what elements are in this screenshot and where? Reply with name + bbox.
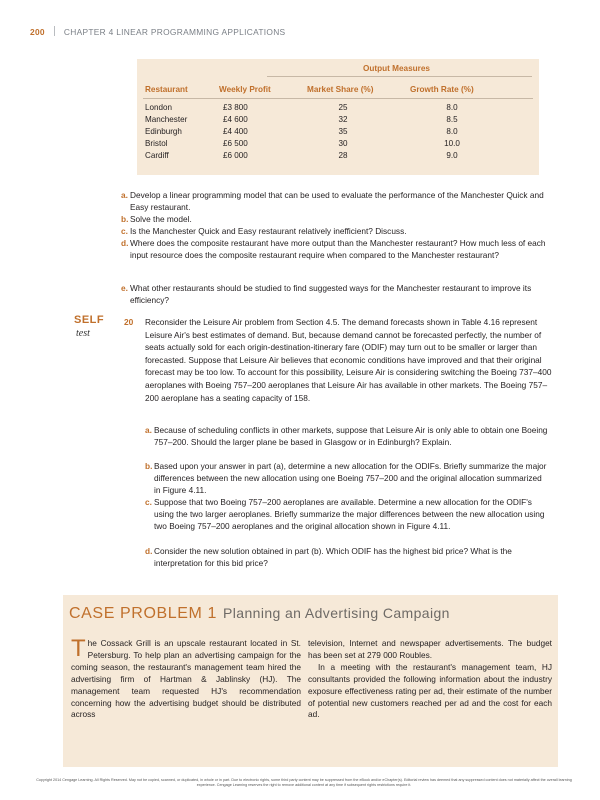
q20-part-c [145,497,550,532]
cell-market-share: 32 [338,115,348,124]
output-measures-header: Output Measures [363,64,430,73]
part-text: Suppose that two Boeing 757–200 aeroplanes are available. Determine a new allocation for the ODIF's using the two larger aeroplanes. Briefly summarize the major differences between the new allocation using two Boeing 757–200 aeroplanes and the original allocation shown in Figure 4.11. [154,497,545,531]
q19-part-b [121,214,548,226]
copyright-footer: Copyright 2014 Cengage Learning. All Rights Reserved. May not be copied, scanned, or duplicated, in whole or in part. Due to electronic rights, some third party content may be suppressed from the eBook and/or eChapter(s). Editorial review has deemed that any suppressed content does not materially affect the overall learning experience. Cengage Learning reserves the right to remove additional content at any time if subsequent rights restrictions require it. [36,778,572,787]
part-letter: d. [145,546,153,556]
q20-text: Reconsider the Leisure Air problem from Section 4.5. The demand forecasts shown in Table 4.16 represent Leisure Air's best estimates of demand. But, because demand cannot be forecasted perfectly, the number of seats actually sold for each origin-destination-itinerary fare (ODIF) may turn out to be smaller or larger than forecasted. Suppose that Leisure Air believes that economic conditions have improved and that their original forecast may be too low. To account for this possibility, Leisure Air is considering switching the Boeing 737–400 aeroplanes with Boeing 757–200 aeroplanes that Leisure Air has available in other markets. The Boeing 757–200 aeroplane has a seating capacity of 158. [145,317,552,403]
cell-market-share: 30 [338,139,348,148]
cell-growth-rate: 10.0 [444,139,460,148]
restaurant-table [137,59,539,175]
part-text: What other restaurants should be studied to find suggested ways for the Manchester restaurant to improve its efficiency? [130,283,532,305]
part-text: Develop a linear programming model that can be used to evaluate the performance of the Manchester Quick and Easy restaurant. [130,190,544,212]
case-subtitle: Planning an Advertising Campaign [223,605,450,621]
cell-market-share: 35 [338,127,348,136]
cell-growth-rate: 8.5 [446,115,458,124]
header-divider [54,26,55,36]
cell-restaurant: Manchester [145,115,188,124]
case-problem-box [63,595,558,767]
part-text: Is the Manchester Quick and Easy restaurant relatively inefficient? Discuss. [130,226,407,236]
case-label: CASE PROBLEM 1 [69,605,218,622]
cell-restaurant: Cardiff [145,151,169,160]
case-title [69,605,450,623]
q19-part-d [121,238,548,261]
part-letter: d. [121,238,129,248]
col-header-weekly-profit: Weekly Profit [219,85,271,94]
case-col1-text: he Cossack Grill is an upscale restaurant located in St. Petersburg. To help plan an advertising campaign for the coming season, the restaurant's management team hired the advertising firm of Hartman & Jablinsky (HJ). The management team requested HJ's recommendation concerning how the advertising budget should be distributed across [71,638,301,720]
case-col2-para: In a meeting with the restaurant's management team, HJ consultants provided the following information about the industry exposure effectiveness rating per ad, their estimate of the number of potential new customers reached per ad and the cost for each ad. [308,661,552,720]
part-letter: b. [145,461,153,471]
part-text: Based upon your answer in part (a), determine a new allocation for the ODIFs. Briefly summarize the major differences between the new allocation using one Boeing 757–200 and the original allocation summarized in Figure 4.11. [154,461,547,495]
part-text: Where does the composite restaurant have more output than the Manchester restaurant? How much less of each input resource does the composite restaurant require when compared to the Manchester restaurant? [130,238,546,260]
part-letter: a. [121,190,128,200]
part-letter: c. [121,226,128,236]
chapter-title: CHAPTER 4 LINEAR PROGRAMMING APPLICATIONS [63,27,286,37]
cell-weekly-profit: £4 600 [223,115,248,124]
cell-weekly-profit: £6 500 [223,139,248,148]
col-header-growth-rate: Growth Rate (%) [410,85,474,94]
table-row [137,103,539,115]
drop-cap: T [71,635,86,662]
part-text: Solve the model. [130,214,192,224]
part-letter: c. [145,497,152,507]
page-number: 200 [30,27,45,37]
table-row [137,151,539,163]
part-letter: e. [121,283,128,293]
case-col2-text: television, Internet and newspaper advertisements. The budget has been set at 279 000 Roubles. [308,638,552,660]
cell-market-share: 25 [338,103,348,112]
case-column-left [71,635,301,721]
q19-part-a [121,190,548,213]
case-column-right [308,638,552,721]
table-row [137,127,539,139]
cell-growth-rate: 8.0 [446,127,458,136]
cell-weekly-profit: £6 000 [223,151,248,160]
running-header [30,26,285,37]
header-rule [143,98,533,99]
col-header-restaurant: Restaurant [145,85,188,94]
cell-market-share: 28 [338,151,348,160]
cell-weekly-profit: £4 400 [223,127,248,136]
self-test-label: SELF [74,314,105,326]
q20-part-b [145,461,550,496]
cell-restaurant: Edinburgh [145,127,182,136]
group-rule [267,76,532,77]
cell-restaurant: Bristol [145,139,168,148]
q19-part-e [121,283,548,306]
table-row [137,115,539,127]
question-number: 20 [124,317,134,327]
cell-restaurant: London [145,103,173,112]
q20-part-d [145,546,550,570]
q20-part-a [145,425,550,449]
col-header-market-share: Market Share (%) [307,85,374,94]
part-text: Because of scheduling conflicts in other markets, suppose that Leisure Air is only able to obtain one Boeing 757–200. Should the larger plane be based in Glasgow or in Edinburgh? Explain. [154,425,548,447]
part-text: Consider the new solution obtained in part (b). Which ODIF has the highest bid price? What is the interpretation for this bid price? [154,546,512,568]
table-row [137,139,539,151]
q19-part-c [121,226,548,238]
cell-weekly-profit: £3 800 [223,103,248,112]
cell-growth-rate: 8.0 [446,103,458,112]
self-test-sublabel: test [76,328,90,339]
cell-growth-rate: 9.0 [446,151,458,160]
part-letter: a. [145,425,152,435]
part-letter: b. [121,214,129,224]
